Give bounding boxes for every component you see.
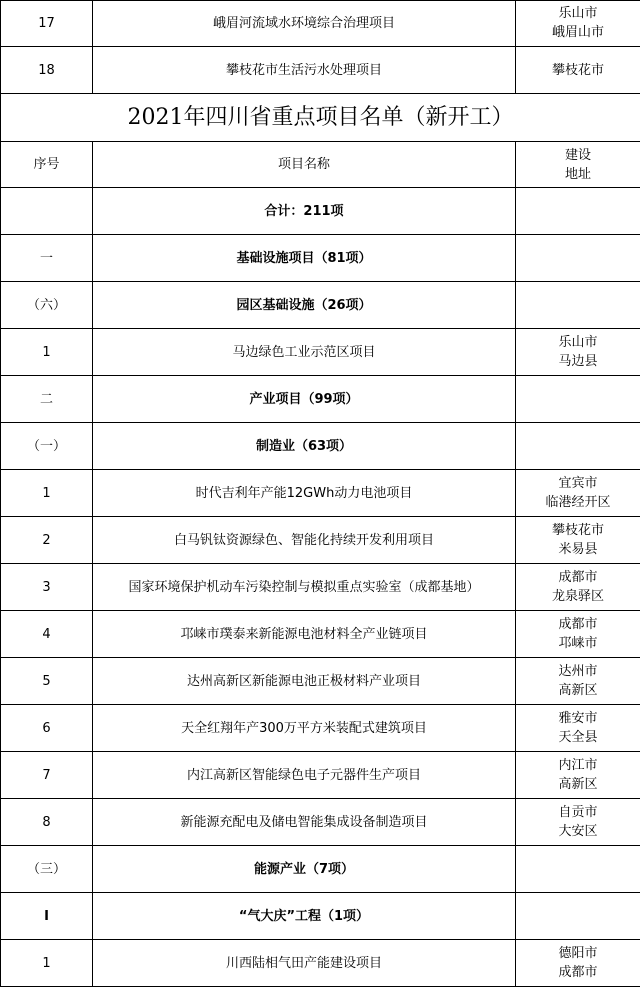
project-location <box>515 893 640 940</box>
table-row <box>0 47 640 94</box>
location-city: 德阳市 <box>558 946 598 961</box>
location-district: 峨眉山市 <box>551 25 604 40</box>
table-row-section <box>0 376 640 423</box>
project-location <box>515 0 640 47</box>
table-row <box>0 752 640 799</box>
row-number: 二 <box>0 376 92 423</box>
project-name: 攀枝花市生活污水处理项目 <box>92 47 515 94</box>
location-city: 乐山市 <box>558 6 598 21</box>
location-district: 临港经开区 <box>545 495 611 510</box>
row-number: （六） <box>0 282 92 329</box>
row-number: （一） <box>0 423 92 470</box>
table-row <box>0 940 640 987</box>
row-number: 一 <box>0 235 92 282</box>
table-row-section <box>0 235 640 282</box>
project-location <box>515 282 640 329</box>
project-name: “气大庆”工程（1项） <box>92 893 515 940</box>
row-number: 1 <box>0 470 92 517</box>
project-location <box>515 940 640 987</box>
project-name: 时代吉利年产能12GWh动力电池项目 <box>92 470 515 517</box>
header-location-line1: 建设 <box>564 147 591 163</box>
project-name: 制造业（63项） <box>92 423 515 470</box>
project-name: 产业项目（99项） <box>92 376 515 423</box>
project-name: 邛崃市璞泰来新能源电池材料全产业链项目 <box>92 611 515 658</box>
location-city: 攀枝花市 <box>551 523 604 538</box>
location-city: 乐山市 <box>558 335 598 350</box>
project-location <box>515 611 640 658</box>
project-location <box>515 705 640 752</box>
location-district: 成都市 <box>558 965 598 980</box>
table-header <box>0 142 640 188</box>
row-number <box>0 188 92 235</box>
header-location <box>515 142 640 188</box>
row-number: 3 <box>0 564 92 611</box>
header-location-line2: 地址 <box>564 166 591 182</box>
table-row <box>0 799 640 846</box>
table-row <box>0 517 640 564</box>
table-row-section <box>0 893 640 940</box>
row-number: 4 <box>0 611 92 658</box>
row-number: 1 <box>0 329 92 376</box>
location-district: 天全县 <box>558 730 598 745</box>
location-city: 达州市 <box>558 664 598 679</box>
project-location <box>515 188 640 235</box>
location-city: 成都市 <box>558 617 598 632</box>
location-city: 成都市 <box>558 570 598 585</box>
project-location <box>515 846 640 893</box>
location-city: 雅安市 <box>558 711 598 726</box>
project-name: 能源产业（7项） <box>92 846 515 893</box>
row-number: （三） <box>0 846 92 893</box>
project-name: 基础设施项目（81项） <box>92 235 515 282</box>
project-location <box>515 517 640 564</box>
row-number: 8 <box>0 799 92 846</box>
location-district: 高新区 <box>558 777 598 792</box>
row-number: 2 <box>0 517 92 564</box>
table-row-total <box>0 188 640 235</box>
project-name: 内江高新区智能绿色电子元器件生产项目 <box>92 752 515 799</box>
table-row <box>0 0 640 47</box>
location-city: 攀枝花市 <box>551 62 604 78</box>
project-name: 合计：211项 <box>92 188 515 235</box>
row-number: 5 <box>0 658 92 705</box>
table-row <box>0 470 640 517</box>
location-district: 邛崃市 <box>558 636 598 651</box>
project-location <box>515 799 640 846</box>
row-number: 18 <box>0 47 92 94</box>
location-city: 宜宾市 <box>558 476 598 491</box>
title-row <box>0 94 640 142</box>
project-name: 白马钒钛资源绿色、智能化持续开发利用项目 <box>92 517 515 564</box>
location-district: 大安区 <box>558 824 598 839</box>
project-name: 新能源充配电及储电智能集成设备制造项目 <box>92 799 515 846</box>
header-number: 序号 <box>0 142 92 188</box>
location-district: 马边县 <box>558 354 598 369</box>
project-name: 达州高新区新能源电池正极材料产业项目 <box>92 658 515 705</box>
project-name: 峨眉河流域水环境综合治理项目 <box>92 0 515 47</box>
location-district: 龙泉驿区 <box>551 589 604 604</box>
location-city: 内江市 <box>558 758 598 773</box>
table-row-section <box>0 282 640 329</box>
project-location <box>515 752 640 799</box>
project-location <box>515 376 640 423</box>
table-row <box>0 705 640 752</box>
table-row <box>0 611 640 658</box>
location-city: 自贡市 <box>558 805 598 820</box>
project-location <box>515 470 640 517</box>
project-name: 川西陆相气田产能建设项目 <box>92 940 515 987</box>
project-location <box>515 47 640 94</box>
project-location <box>515 235 640 282</box>
table-row <box>0 329 640 376</box>
project-name: 国家环境保护机动车污染控制与模拟重点实验室（成都基地） <box>92 564 515 611</box>
project-name: 马边绿色工业示范区项目 <box>92 329 515 376</box>
row-number: 17 <box>0 0 92 47</box>
project-location <box>515 564 640 611</box>
location-district: 高新区 <box>558 683 598 698</box>
table-row-section <box>0 423 640 470</box>
project-name: 天全红翔年产300万平方米装配式建筑项目 <box>92 705 515 752</box>
project-name: 园区基础设施（26项） <box>92 282 515 329</box>
project-location <box>515 329 640 376</box>
header-project-name: 项目名称 <box>92 142 515 188</box>
table-row <box>0 658 640 705</box>
location-district: 米易县 <box>558 542 598 557</box>
row-number: 7 <box>0 752 92 799</box>
project-location <box>515 658 640 705</box>
document-title: 2021年四川省重点项目名单（新开工） <box>0 94 640 142</box>
row-number: 6 <box>0 705 92 752</box>
table-row-section <box>0 846 640 893</box>
row-number: 1 <box>0 940 92 987</box>
table-row <box>0 564 640 611</box>
project-location <box>515 423 640 470</box>
row-number: I <box>0 893 92 940</box>
